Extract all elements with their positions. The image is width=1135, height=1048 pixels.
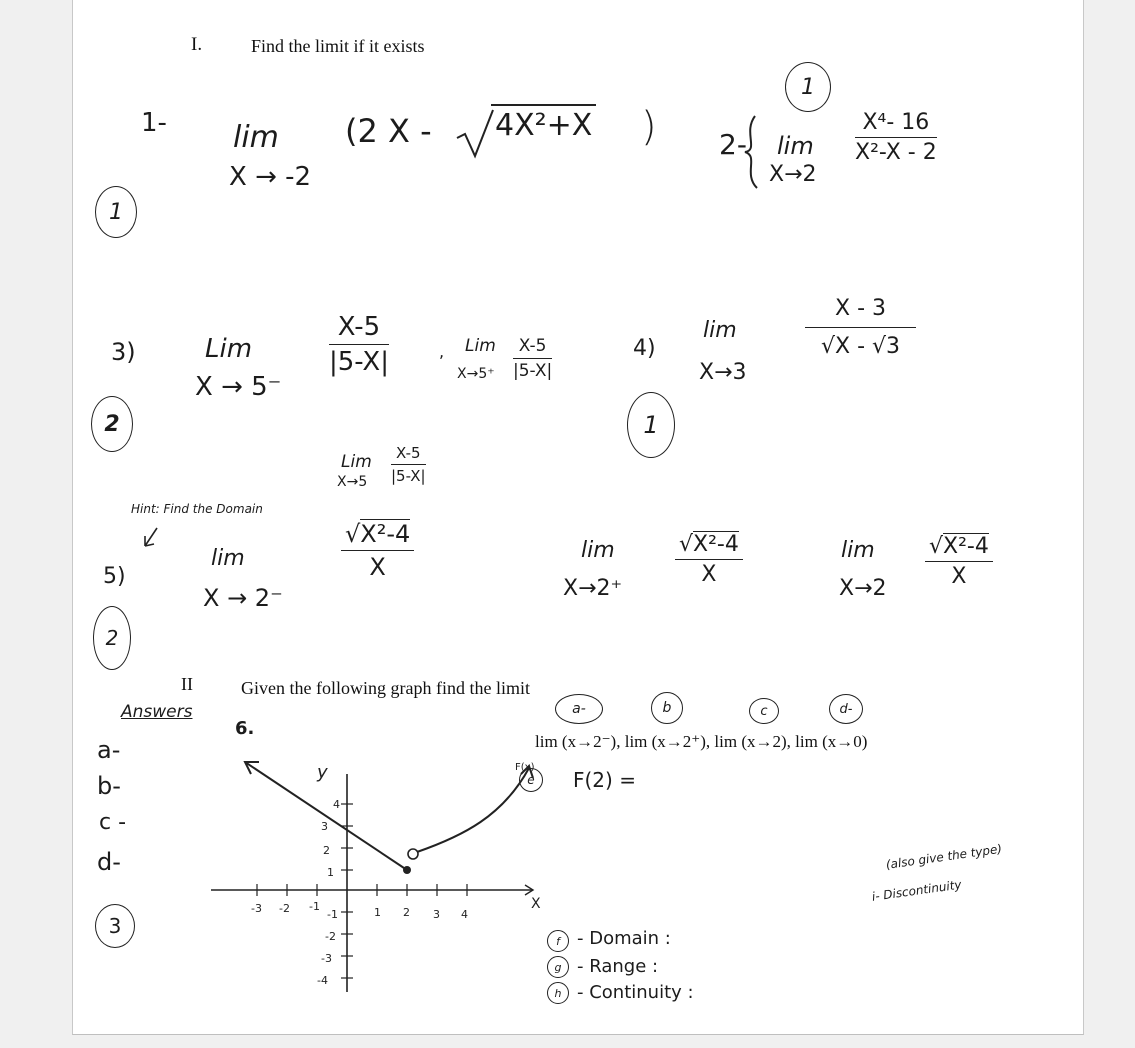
problem3-lim: Lim [205,334,253,364]
problem5-mid-approach: X→2⁺ [563,576,623,601]
x-tick-label: 3 [433,908,440,921]
side-note-type: (also give the type) [885,841,1003,872]
worksheet-page [72,0,1084,1035]
problem6-score-circle: 3 [95,904,135,948]
limit-letter-b: b [651,692,683,724]
part-two-numeral: II [181,674,193,694]
item-g-circle: g [547,956,569,978]
limit-letter-c: c [749,698,779,724]
function-label: F(x) [515,762,535,773]
limit-letter-a: a- [555,694,603,724]
x-tick-label: 1 [374,906,381,919]
problem3-right-denominator: |5-X| [513,361,553,381]
problem5-mid-radicand: X²-4 [693,532,739,557]
item-f-text: - Domain : [577,928,671,949]
problem3-both-lim: Lim [341,452,372,472]
hint-arrow-icon [139,524,163,554]
answer-label-b: b- [97,772,121,800]
sqrt-icon: √ [345,520,361,548]
problem3-both-fraction [391,444,426,485]
problem1-approach: X → -2 [229,162,312,192]
problem3-both-denominator: |5-X| [391,467,426,485]
problem3-both-approach: X→5 [337,474,368,490]
problem3-right-lim: Lim [465,336,496,356]
problem2-denominator: X²-X - 2 [855,140,937,165]
problem3-fraction [329,312,389,377]
x-tick-label: -3 [251,902,262,915]
problem3-approach: X → 5⁻ [195,372,282,402]
problem6-number: 6. [235,718,255,739]
problem5-approach: X → 2⁻ [203,584,283,612]
function-graph [193,746,553,1000]
problem3-separator: , [439,342,445,361]
x-tick-label: -2 [279,902,290,915]
x-tick-label: 4 [461,908,468,921]
item-f-circle: f [547,930,569,952]
problem5-numerator [341,520,414,551]
filled-point [403,866,411,874]
problem4-approach: X→3 [699,360,747,385]
problem5-lim: lim [211,546,245,571]
part-e-circle: e [519,768,543,792]
problem2-score-circle: 1 [785,62,831,112]
side-note-discontinuity: i- Discontinuity [871,877,963,904]
problem2-lim: lim [777,132,814,160]
problem3-right-approach: X→5⁺ [457,366,495,382]
answers-title: Answers [121,702,193,722]
problem1-lim: lim [233,120,279,155]
part-two-instruction: Given the following graph find the limit [241,678,530,698]
x-axis-label: X [531,896,541,912]
problem1-score-circle: 1 [95,186,137,238]
y-tick-label: -4 [317,974,328,987]
answer-label-c: c - [99,810,127,835]
problem3-number: 3) [111,338,136,366]
problem5-right-lim: lim [841,538,875,563]
y-tick-label: 4 [333,798,340,811]
problem5-right-numerator [925,534,993,562]
problem2-numerator: X⁴- 16 [855,110,937,138]
sqrt-icon: √ [929,534,944,559]
problem4-numerator: X - 3 [805,296,916,328]
item-h-text: - Continuity : [577,982,694,1003]
problem4-number: 4) [633,336,656,361]
problem4-fraction [805,296,916,359]
problem3-both-numerator: X-5 [391,444,426,465]
problem4-score-circle: 1 [627,392,675,458]
problem5-right-approach: X→2 [839,576,887,601]
y-tick-label: 1 [327,866,334,879]
problem5-right-fraction [925,534,993,589]
part-one-instruction: Find the limit if it exists [251,36,425,56]
problem5-fraction [341,520,414,581]
item-h-circle: h [547,982,569,1004]
problem2-approach: X→2 [769,162,817,187]
problem5-radicand: X²-4 [360,520,411,548]
problem1-radicand: 4X²+X [491,104,596,143]
part-e-text: F(2) = [573,768,636,792]
problem5-mid-lim: lim [581,538,615,563]
answer-label-a: a- [97,736,121,764]
problem3-right-numerator: X-5 [513,336,552,359]
part-one-numeral: I. [191,34,203,55]
y-axis-label: y [317,762,328,783]
limits-line: lim (x→2⁻), lim (x→2⁺), lim (x→2), lim (x→0) [535,732,868,751]
problem5-right-radicand: X²-4 [943,534,989,559]
problem5-mid-numerator [675,532,743,560]
right-branch-curve [417,768,529,852]
y-tick-label: -1 [327,908,338,921]
problem1-number: 1- [141,108,167,138]
problem5-mid-denominator: X [701,562,717,587]
problem5-right-denominator: X [951,564,967,589]
problem5-denominator: X [369,553,386,581]
problem4-denominator: √X - √3 [820,334,901,359]
problem1-expr-head: (2 X - [345,112,432,150]
open-point [408,849,418,859]
problem3-right-fraction [513,336,552,381]
y-tick-label: -2 [325,930,336,943]
problem5-hint: Hint: Find the Domain [131,502,263,516]
problem1-close-paren: ) [641,104,657,150]
problem3-numerator: X-5 [329,312,389,345]
problem3-denominator: |5-X| [329,347,389,377]
x-tick-label: -1 [309,900,320,913]
problem4-lim: lim [703,318,737,343]
problem2-number: 2- [719,128,747,161]
y-tick-label: 3 [321,820,328,833]
problem3-score-circle: 2 [91,396,133,452]
problem5-number: 5) [103,564,126,589]
item-g-text: - Range : [577,956,659,977]
problem2-bracket [737,112,767,192]
problem5-mid-fraction [675,532,743,587]
y-tick-label: -3 [321,952,332,965]
y-tick-label: 2 [323,844,330,857]
problem5-score-circle: 2 [93,606,131,670]
sqrt-icon: √ [679,532,694,557]
problem2-fraction [855,110,937,165]
x-tick-label: 2 [403,906,410,919]
answer-label-d: d- [97,848,121,876]
limit-letter-d: d- [829,694,863,724]
problem1-sqrt-icon [455,106,495,160]
